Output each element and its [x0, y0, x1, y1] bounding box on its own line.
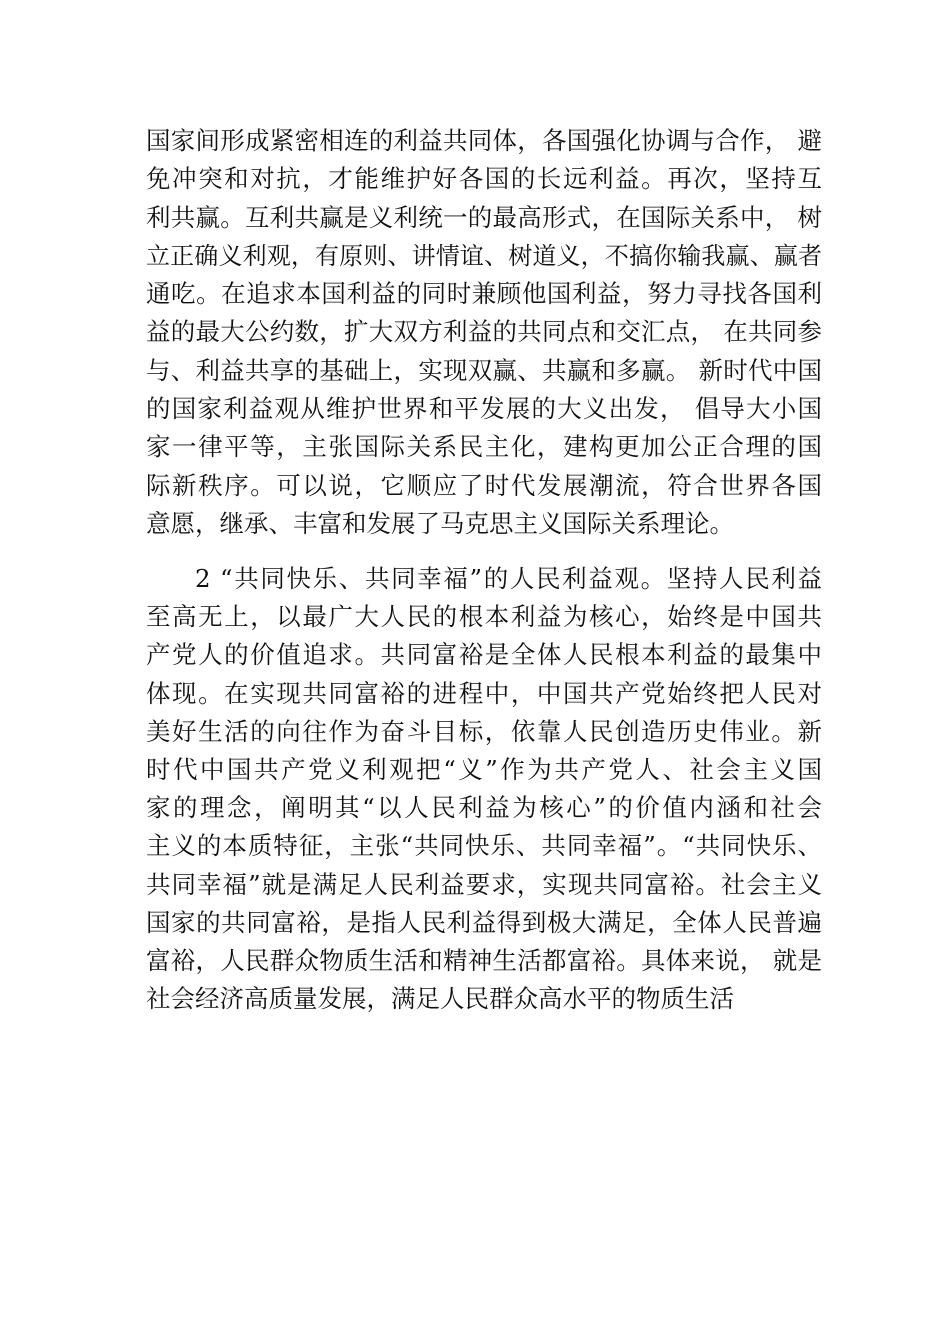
text-line: 产党人的价值追求。共同富裕是全体人民根本利益的最集中	[146, 640, 822, 670]
text-line: 时代中国共产党义利观把“义”作为共产党人、社会主义国	[146, 754, 822, 784]
text-line: 共同幸福”就是满足人民利益要求，实现共同富裕。社会主义	[146, 869, 822, 899]
text-line: 立正确义利观，有原则、讲情谊、树道义，不搞你输我赢、赢者	[146, 241, 822, 270]
paragraph-heading-text: 2 “共同快乐、共同幸福”的人民利益观。坚持人民利益	[195, 564, 822, 593]
text-line: 主义的本质特征，主张“共同快乐、共同幸福”。“共同快乐、	[146, 831, 822, 861]
text-line: 通吃。在追求本国利益的同时兼顾他国利益，努力寻找各国利	[146, 279, 822, 309]
text-line: 国家间形成紧密相连的利益共同体，各国强化协调与合作， 避	[146, 126, 822, 155]
text-line: 利共赢。互利共赢是义利统一的最高形式，在国际关系中， 树	[146, 202, 822, 232]
text-line: 际新秩序。可以说，它顺应了时代发展潮流，符合世界各国	[146, 470, 822, 500]
text-line: 国家的共同富裕，是指人民利益得到极大满足，全体人民普遍	[146, 907, 822, 937]
text-line: 富裕，人民群众物质生活和精神生活都富裕。具体来说， 就是	[146, 945, 822, 975]
text-line: 免冲突和对抗，才能维护好各国的长远利益。再次，坚持互	[146, 164, 822, 194]
text-line: 体现。在实现共同富裕的进程中，中国共产党始终把人民对	[146, 678, 822, 708]
text-line: 家一律平等，主张国际关系民主化，建构更加公正合理的国	[146, 432, 822, 462]
text-line: 美好生活的向往作为奋斗目标，依靠人民创造历史伟业。新	[146, 716, 822, 746]
text-line: 的国家利益观从维护世界和平发展的大义出发， 倡导大小国	[146, 394, 822, 424]
text-line: 与、利益共享的基础上，实现双赢、共赢和多赢。 新时代中国	[146, 355, 822, 385]
text-line: 益的最大公约数，扩大双方利益的共同点和交汇点， 在共同参	[146, 317, 822, 347]
body-paragraph-2	[146, 560, 822, 1018]
text-line: 家的理念，阐明其“以人民利益为核心”的价值内涵和社会	[146, 793, 822, 823]
text-line: 至高无上，以最广大人民的根本利益为核心，始终是中国共	[146, 602, 822, 632]
text-line: 意愿，继承、丰富和发展了马克思主义国际关系理论。	[146, 508, 734, 538]
text-line: 社会经济高质量发展，满足人民群众高水平的物质生活	[146, 984, 734, 1014]
body-paragraph-1	[146, 122, 822, 543]
text-line-first	[146, 560, 822, 598]
